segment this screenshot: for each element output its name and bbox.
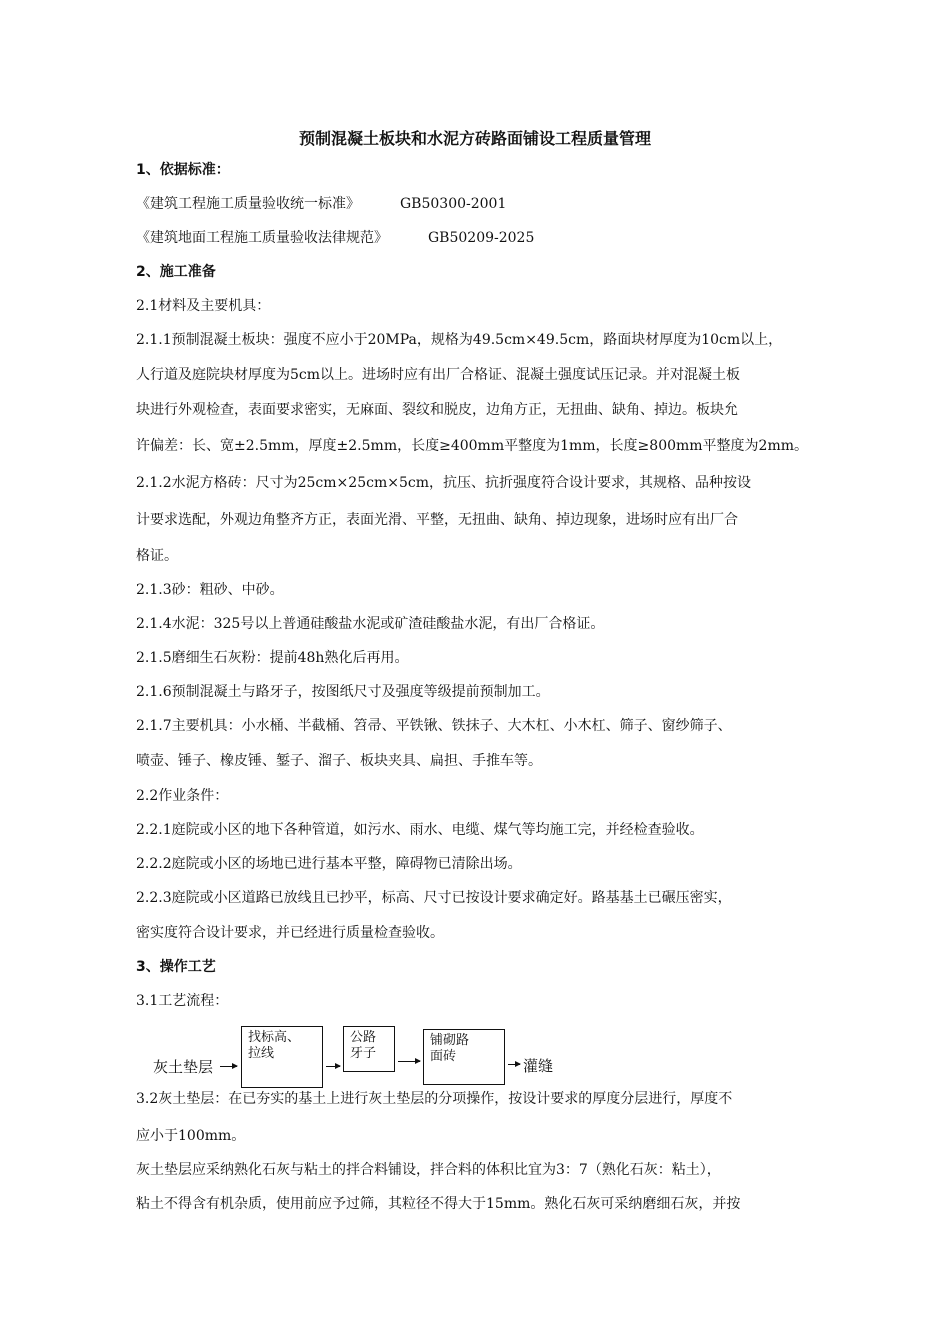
standard-name: 《建筑工程施工质量验收统一标准》 <box>136 196 360 212</box>
flow-box-level-line: 找标高、 拉线 <box>241 1026 323 1088</box>
standard-ref <box>136 194 506 214</box>
paragraph-line: 2.1.2水泥方格砖：尺寸为25cm×25cm×5cm，抗压、抗折强度符合设计要求，其规格、品种按设 <box>136 475 751 491</box>
section-heading: 2、施工准备 <box>136 264 216 280</box>
flow-arrow <box>508 1064 520 1065</box>
paragraph-line: 2.1.6预制混凝土与路牙子，按图纸尺寸及强度等级提前预制加工。 <box>136 684 550 700</box>
paragraph-line: 2.1.4水泥：325号以上普通硅酸盐水泥或矿渣硅酸盐水泥，有出厂合格证。 <box>136 616 605 632</box>
paragraph-line: 2.1.1预制混凝土板块：强度不应小于20MPa，规格为49.5cm×49.5cm，路面块材厚度为10cm以上， <box>136 332 783 348</box>
flow-box-curb: 公路 牙子 <box>343 1026 395 1072</box>
paragraph-line: 2.2.1庭院或小区的地下各种管道，如污水、雨水、电缆、煤气等均施工完，并经检查验收。 <box>136 822 704 838</box>
standard-code: GB50209-2025 <box>428 230 535 246</box>
paragraph-line: 喷壶、锤子、橡皮锤、錾子、溜子、板块夹具、扁担、手推车等。 <box>136 753 542 769</box>
paragraph-line: 3.1工艺流程： <box>136 993 229 1009</box>
paragraph-line: 2.2.3庭院或小区道路已放线且已抄平，标高、尺寸已按设计要求确定好。路基基土已碾压密实， <box>136 890 732 906</box>
paragraph-line: 计要求选配，外观边角整齐方正，表面光滑、平整，无扭曲、缺角、掉边现象，进场时应有出厂合 <box>136 512 738 528</box>
flow-start-label: 灰土垫层 <box>153 1058 214 1076</box>
paragraph-line: 块进行外观检查，表面要求密实，无麻面、裂纹和脱皮，边角方正，无扭曲、缺角、掉边。板块允 <box>136 402 738 418</box>
standard-name: 《建筑地面工程施工质量验收法律规范》 <box>136 230 388 246</box>
paragraph-line: 2.1.3砂：粗砂、中砂。 <box>136 582 284 598</box>
process-flow-diagram <box>150 1025 610 1090</box>
paragraph-line: 2.1材料及主要机具： <box>136 298 271 314</box>
flow-arrow <box>220 1066 237 1067</box>
paragraph-line: 许偏差：长、宽±2.5mm，厚度±2.5mm，长度≥400mm平整度为1mm，长度≥800mm平整度为2mm。 <box>136 438 809 454</box>
standard-ref <box>136 228 534 248</box>
paragraph-line: 应小于100mm。 <box>136 1128 246 1144</box>
paragraph-line: 人行道及庭院块材厚度为5cm以上。进场时应有出厂合格证、混凝土强度试压记录。并对混凝土板 <box>136 367 741 383</box>
document-title: 预制混凝土板块和水泥方砖路面铺设工程质量管理 <box>298 129 651 148</box>
paragraph-line: 3.2灰土垫层：在已夯实的基土上进行灰土垫层的分项操作，按设计要求的厚度分层进行，厚度不 <box>136 1091 733 1107</box>
paragraph-line: 2.1.7主要机具：小水桶、半截桶、笤帚、平铁锹、铁抹子、大木杠、小木杠、筛子、窗纱筛子、 <box>136 718 732 734</box>
flow-arrow <box>326 1066 340 1067</box>
paragraph-line: 密实度符合设计要求，并已经进行质量检查验收。 <box>136 925 444 941</box>
paragraph-line: 灰土垫层应采纳熟化石灰与粘土的拌合料铺设，拌合料的体积比宜为3：7（熟化石灰：粘土）， <box>136 1162 721 1178</box>
section-heading: 1、依据标准： <box>136 162 230 178</box>
paragraph-line: 格证。 <box>136 548 178 564</box>
standard-code: GB50300-2001 <box>400 196 507 212</box>
flow-arrow <box>398 1061 420 1062</box>
flow-box-paving: 铺砌路 面砖 <box>423 1029 505 1085</box>
paragraph-line: 2.2作业条件： <box>136 788 229 804</box>
paragraph-line: 2.1.5磨细生石灰粉：提前48h熟化后再用。 <box>136 650 409 666</box>
paragraph-line: 2.2.2庭院或小区的场地已进行基本平整，障碍物已清除出场。 <box>136 856 522 872</box>
paragraph-line: 粘土不得含有机杂质，使用前应予过筛，其粒径不得大于15mm。熟化石灰可采纳磨细石灰，并按 <box>136 1196 741 1212</box>
flow-end-label: 灌缝 <box>523 1057 554 1075</box>
section-heading: 3、操作工艺 <box>136 959 216 975</box>
